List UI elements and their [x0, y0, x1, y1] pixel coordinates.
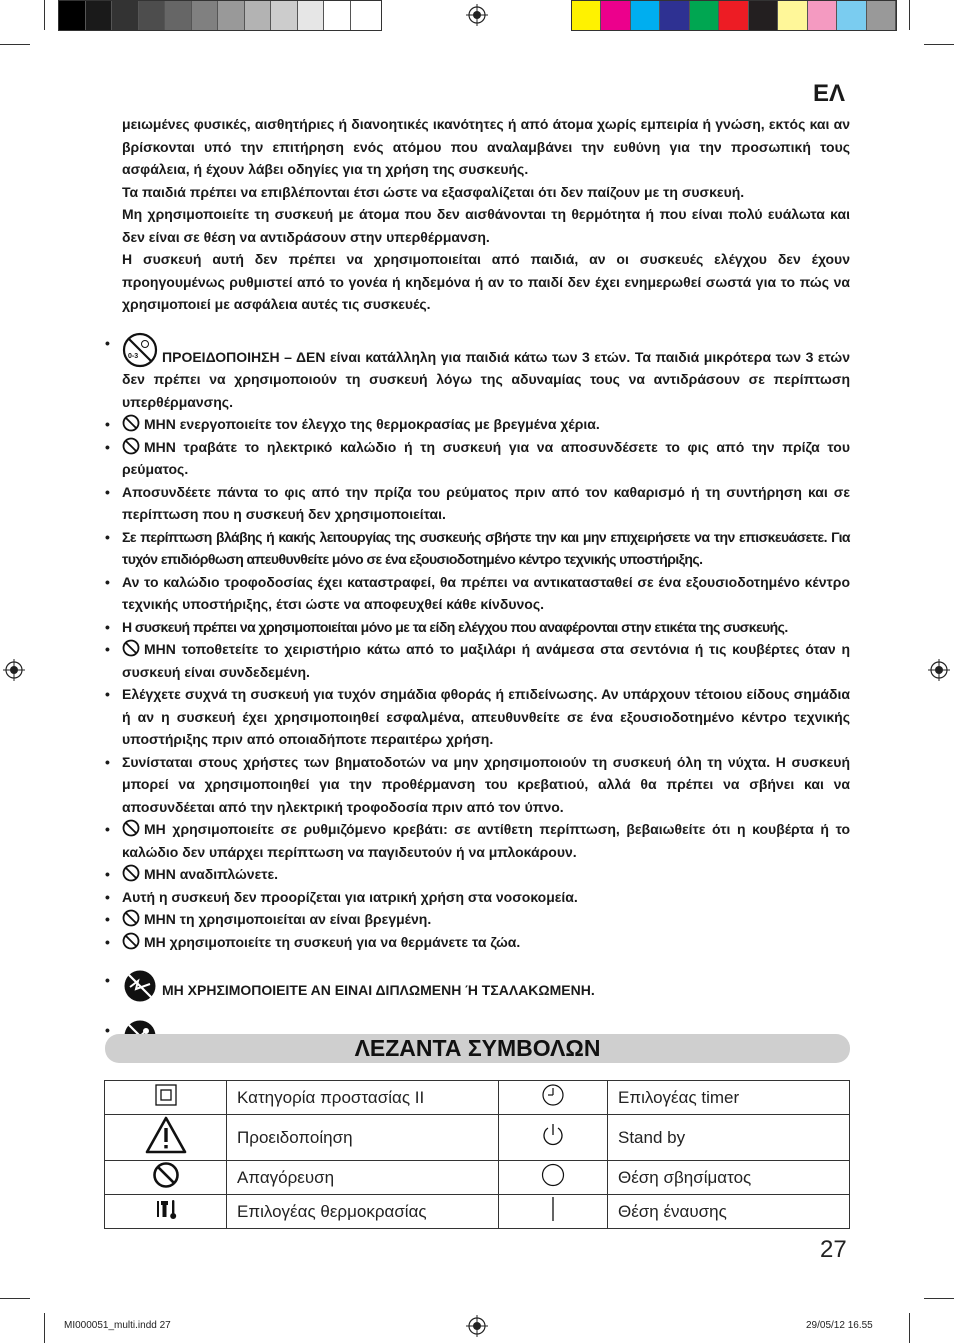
table-row — [105, 1195, 850, 1229]
greyscale-color-bar — [58, 0, 382, 31]
list-item-text: ΜΗΝ αναδιπλώνετε. — [144, 866, 279, 882]
paragraph: Μη χρησιμοποιείτε τη συσκευή με άτομα που δεν αισθάνονται τη θερμότητα ή που είναι πολύ ευάλωτα και δεν είναι σε θέση να αντιδράσουν στην υπερθέρμανση. — [122, 206, 850, 245]
registration-mark-icon — [3, 659, 25, 681]
paragraph: Τα παιδιά πρέπει να επιβλέπονται έτσι ώστε να εξασφαλίζεται ότι δεν παίζουν με τη συσκευή. — [122, 183, 745, 200]
color-swatch — [298, 1, 325, 30]
crop-mark — [909, 0, 910, 30]
legend-label: Απαγόρευση — [227, 1161, 499, 1195]
list-item-text: ΜΗΝ τραβάτε το ηλεκτρικό καλώδιο ή τη συσκευή για να αποσυνδέσετε το φις από την πρίζα του ρεύματος. — [122, 438, 850, 477]
footer-filename: MI000051_multi.indd 27 — [64, 1320, 171, 1331]
list-item-text: Αυτή η συσκευή δεν προορίζεται για ιατρική χρήση στα νοσοκομεία. — [122, 888, 578, 905]
color-swatch — [690, 1, 719, 30]
list-item-text: ΠΡΟΕΙΔΟΠΟΙΗΣΗ – ΔΕΝ είναι κατάλληλη για παιδιά κάτω των 3 ετών. Τα παιδιά μικρότερα των 3 ετών δεν πρέπει να χρησιμοποιούν τη συσκευή λόγω της αδυναμίας τους να αντιδράσουν σε περίπτωση υπερθέρμανσης. — [122, 348, 850, 410]
color-swatch — [837, 1, 866, 30]
list-item — [105, 332, 850, 414]
color-swatch — [778, 1, 807, 30]
intro-paragraphs — [105, 113, 850, 316]
color-swatch — [59, 1, 86, 30]
list-item — [105, 886, 850, 909]
list-item — [105, 751, 850, 819]
age-0-3-prohibition-icon — [122, 332, 158, 368]
paragraph: μειωμένες φυσικές, αισθητήριες ή διανοητικές ικανότητες ή από άτομα χωρίς εμπειρία ή γνώση, εκτός και αν βρίσκονται υπό την επιτήρηση ενός ατόμου που αναλαμβάνει την ευθύνη για την προσωπική τους ασφάλεια, ή έχουν λάβει οδηγίες για τη χρήση της συσκευής. — [122, 116, 850, 177]
legend-label: Θέση σβησίματος — [608, 1161, 850, 1195]
list-item — [105, 481, 850, 526]
color-swatch — [112, 1, 139, 30]
temperature-selector-icon — [154, 1197, 178, 1221]
crop-mark — [924, 1298, 954, 1299]
safety-instructions — [105, 113, 850, 1053]
prohibition-icon — [122, 437, 140, 455]
table-row — [105, 1161, 850, 1195]
list-item-text: Η συσκευή πρέπει να χρησιμοποιείται μόνο με τα είδη ελέγχου που αναφέρονται στην ετικέτα της συσκευής. — [122, 618, 788, 635]
footer-timestamp: 29/05/12 16.55 — [806, 1320, 873, 1331]
color-swatch — [631, 1, 660, 30]
list-item-text: Σε περίπτωση βλάβης ή κακής λειτουργίας της συσκευής σβήστε την και μην επιχειρήσετε να την επισκευάσετε. Για τυχόν επιδιόρθωση απευθυνθείτε μόνο σε ένα εξουσιοδοτημένο κέντρο τεχνικής υποστήριξης. — [122, 528, 850, 567]
list-item-text: ΜΗ χρησιμοποιείτε τη συσκευή για να θερμάνετε τα ζώα. — [144, 933, 521, 950]
language-code: ΕΛ — [813, 80, 846, 107]
process-color-bar — [571, 0, 897, 31]
color-swatch — [192, 1, 219, 30]
on-position-icon — [548, 1196, 558, 1222]
legend-label: Κατηγορία προστασίας II — [227, 1081, 499, 1115]
page-number: 27 — [820, 1236, 847, 1263]
prohibition-icon — [122, 414, 140, 432]
legend-label: Επιλογέας θερμοκρασίας — [227, 1195, 499, 1229]
prohibition-icon — [122, 909, 140, 927]
color-swatch — [719, 1, 748, 30]
color-swatch — [271, 1, 298, 30]
color-swatch — [165, 1, 192, 30]
color-swatch — [245, 1, 272, 30]
off-position-icon — [541, 1163, 565, 1187]
list-item — [105, 931, 850, 954]
list-item-text: ΜΗ ΧΡΗΣΙΜΟΠΟΙΕΙΤΕ ΑΝ ΕΙΝΑΙ ΔΙΠΛΩΜΕΝΗ Ή ΤΣΑΛΑΚΩΜΕΝΗ. — [162, 982, 595, 998]
color-swatch — [808, 1, 837, 30]
paragraph: Η συσκευή αυτή δεν πρέπει να χρησιμοποιείται από παιδιά, αν οι συσκευές ελέγχου δεν έχουν προηγουμένως ρυθμιστεί από το γονέα ή κηδεμόνα ή αν το παιδί δεν έχει ενημερωθεί σωστά για το πώς να χρησιμοποιεί με ασφάλεια αυτές τις συσκευές. — [122, 251, 850, 312]
table-row — [105, 1115, 850, 1161]
list-item — [105, 413, 850, 436]
color-swatch — [139, 1, 166, 30]
prohibition-icon — [122, 932, 140, 950]
list-item — [105, 436, 850, 481]
list-item — [105, 969, 850, 1003]
registration-mark-icon — [466, 4, 488, 26]
list-item-text: Ελέγχετε συχνά τη συσκευή για τυχόν σημάδια φθοράς ή επιδείνωσης. Αν υπάρχουν τέτοιου είδους σημάδια ή αν η συσκευή έχει χρησιμοποιηθεί εσφαλμένα, απευθυνθείτε σε ένα εξουσιοδοτημένο κέντρο τεχνικής υποστήριξης πριν από οποιαδήποτε περαιτέρω χρήση. — [122, 686, 850, 747]
prohibition-icon — [122, 819, 140, 837]
legend-label: Θέση έναυσης — [608, 1195, 850, 1229]
crop-mark — [924, 44, 954, 45]
color-swatch — [86, 1, 113, 30]
table-row — [105, 1081, 850, 1115]
registration-mark-icon — [466, 1315, 488, 1337]
crop-mark — [44, 0, 45, 30]
list-item-text: ΜΗΝ τοποθετείτε το χειριστήριο κάτω από το μαξιλάρι ή ανάμεσα στα σεντόνια ή τις κουβέρτες όταν η συσκευή είναι συνδεδεμένη. — [122, 641, 850, 680]
folded-prohibition-icon — [122, 969, 158, 1003]
prohibition-icon — [122, 864, 140, 882]
color-swatch — [572, 1, 601, 30]
color-swatch — [867, 1, 896, 30]
list-item — [105, 863, 850, 886]
symbols-legend-table — [104, 1080, 850, 1229]
crop-mark — [0, 44, 30, 45]
timer-icon — [541, 1083, 565, 1107]
list-item-text: ΜΗΝ τη χρησιμοποιείται αν είναι βρεγμένη. — [144, 911, 432, 927]
list-item — [105, 908, 850, 931]
list-item-text: Αποσυνδέετε πάντα το φις από την πρίζα του ρεύματος πριν από τον καθαρισμό ή τη συντήρηση και σε περίπτωση που η συσκευή δεν χρησιμοποιείται. — [122, 483, 850, 522]
legend-title: ΛΕΖΑΝΤΑ ΣΥΜΒΟΛΩΝ — [105, 1034, 850, 1063]
crop-mark — [0, 1298, 30, 1299]
registration-mark-icon — [928, 659, 950, 681]
prohibition-icon — [122, 639, 140, 657]
crop-mark — [909, 1313, 910, 1343]
list-item — [105, 818, 850, 863]
legend-label: Προειδοποίηση — [227, 1115, 499, 1161]
legend-label: Stand by — [608, 1115, 850, 1161]
list-item-text: Συνίσταται στους χρήστες των βηματοδοτών να μην χρησιμοποιούν τη συσκευή όλη τη νύχτα. Η συσκευή μπορεί να χρησιμοποιηθεί για την προθέρμανση του κρεβατιού, αλλά θα πρέπει να σβήνει και να αποσυνδέεται από την ηλεκτρική τροφοδοσία πριν από τον ύπνο. — [122, 753, 850, 815]
warning-list — [105, 332, 850, 1054]
list-item-text: Αν το καλώδιο τροφοδοσίας έχει καταστραφεί, θα πρέπει να αντικατασταθεί σε ένα εξουσιοδοτημένο κέντρο τεχνικής υποστήριξης, έτσι ώστε να αποφευχθεί κάθε κίνδυνος. — [122, 573, 850, 612]
color-swatch — [601, 1, 630, 30]
color-swatch — [749, 1, 778, 30]
class-ii-icon — [155, 1084, 177, 1106]
list-item — [105, 616, 850, 639]
crop-mark — [44, 1313, 45, 1343]
legend-label: Επιλογέας timer — [608, 1081, 850, 1115]
age-range-label: • 0-3 — [128, 352, 139, 360]
list-item-text: ΜΗΝ ενεργοποιείτε τον έλεγχο της θερμοκρασίας με βρεγμένα χέρια. — [144, 416, 600, 432]
prohibition-icon — [152, 1161, 180, 1189]
color-swatch — [218, 1, 245, 30]
list-item — [105, 571, 850, 616]
list-item — [105, 638, 850, 683]
color-swatch — [324, 1, 351, 30]
standby-icon — [540, 1122, 566, 1148]
warning-icon — [145, 1116, 187, 1154]
list-item-text: ΜΗ χρησιμοποιείτε σε ρυθμιζόμενο κρεβάτι: σε αντίθετη περίπτωση, βεβαιωθείτε ότι η κουβέρτα ή το καλώδιο δεν υπάρχει περίπτωση να παγιδευτούν ή να μπλοκάρουν. — [122, 821, 850, 860]
list-item — [105, 526, 850, 571]
color-swatch — [660, 1, 689, 30]
list-item — [105, 683, 850, 751]
